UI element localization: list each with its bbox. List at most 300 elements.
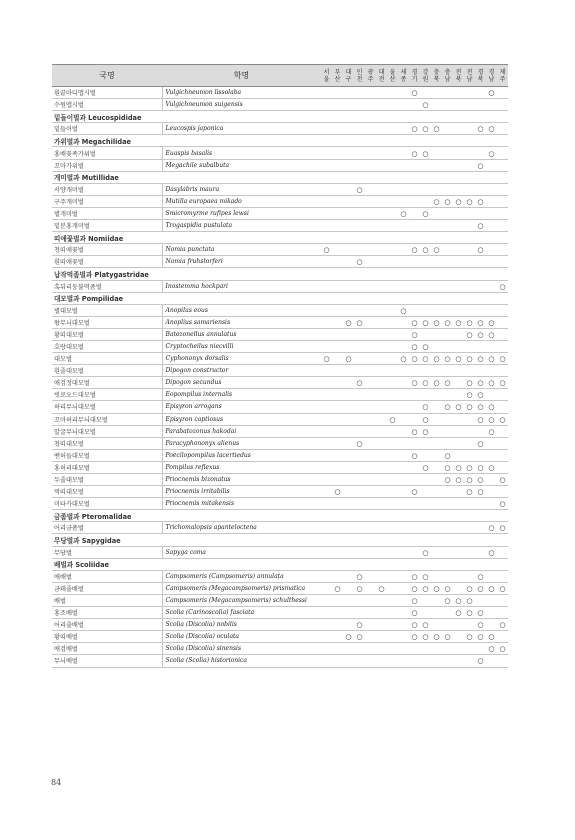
korean-name: 무당벌: [52, 546, 162, 558]
occurrence-mark: ○: [464, 316, 475, 328]
korean-name: 별대모벌: [52, 304, 162, 316]
region-cell: [343, 474, 354, 486]
region-cell: [332, 643, 343, 655]
occurrence-mark: ○: [475, 570, 486, 582]
region-cell: [387, 147, 398, 159]
region-cell: [321, 280, 332, 292]
occurrence-mark: ○: [321, 353, 332, 365]
species-row: [52, 123, 508, 135]
region-cell: [486, 183, 497, 195]
region-cell: [464, 522, 475, 534]
occurrence-mark: ○: [497, 353, 508, 365]
region-cell: [475, 99, 486, 111]
region-cell: [398, 147, 409, 159]
region-cell: [343, 280, 354, 292]
occurrence-mark: ○: [475, 353, 486, 365]
region-cell: [332, 207, 343, 219]
region-cell: [321, 377, 332, 389]
region-cell: [354, 425, 365, 437]
korean-name: 별개미벌: [52, 207, 162, 219]
korean-name: 서양개미벌: [52, 183, 162, 195]
region-cell: [376, 546, 387, 558]
region-cell: [420, 474, 431, 486]
korean-name: 대모벌: [52, 353, 162, 365]
scientific-name: Anoplius samariensis: [162, 316, 321, 328]
species-row: [52, 340, 508, 352]
region-cell: [442, 655, 453, 667]
region-cell: [376, 159, 387, 171]
species-row: [52, 183, 508, 195]
region-cell: [398, 280, 409, 292]
region-cell: [442, 546, 453, 558]
region-cell: [420, 365, 431, 377]
species-row: [52, 353, 508, 365]
family-label: 개미벌과 Mutillidae: [52, 171, 508, 183]
region-cell: [376, 304, 387, 316]
region-cell: [453, 425, 464, 437]
species-row: [52, 147, 508, 159]
region-cell: [354, 594, 365, 606]
region-cell: [398, 87, 409, 99]
region-cell: [332, 304, 343, 316]
occurrence-mark: ○: [442, 631, 453, 643]
region-cell: [453, 449, 464, 461]
region-cell: [464, 425, 475, 437]
scientific-name: Trichomalopsis apanteloctena: [162, 522, 321, 534]
region-cell: [343, 643, 354, 655]
region-cell: [343, 522, 354, 534]
occurrence-mark: ○: [420, 353, 431, 365]
region-cell: [387, 486, 398, 498]
region-cell: [464, 304, 475, 316]
region-cell: [420, 498, 431, 510]
region-cell: [497, 340, 508, 352]
family-label: 대모벌과 Pompilidae: [52, 292, 508, 304]
region-cell: [398, 123, 409, 135]
region-cell: [398, 389, 409, 401]
korean-name: 밑분홍개미벌: [52, 220, 162, 232]
region-cell: [442, 486, 453, 498]
region-cell: [431, 220, 442, 232]
region-cell: [387, 449, 398, 461]
korean-name: 어리줄배벌: [52, 619, 162, 631]
region-cell: [431, 522, 442, 534]
occurrence-mark: ○: [497, 377, 508, 389]
region-cell: [431, 643, 442, 655]
occurrence-mark: ○: [475, 328, 486, 340]
region-cell: [321, 340, 332, 352]
region-cell: [321, 546, 332, 558]
region-cell: [431, 498, 442, 510]
species-row: [52, 643, 508, 655]
region-cell: [354, 220, 365, 232]
header-region-15: 경남: [486, 65, 497, 87]
scientific-name: Megachile subalbuta: [162, 159, 321, 171]
region-cell: [409, 498, 420, 510]
region-cell: [497, 195, 508, 207]
region-cell: [453, 328, 464, 340]
occurrence-mark: ○: [409, 353, 420, 365]
region-cell: [332, 316, 343, 328]
occurrence-mark: ○: [409, 425, 420, 437]
region-cell: [431, 183, 442, 195]
region-cell: [332, 183, 343, 195]
region-cell: [387, 594, 398, 606]
occurrence-mark: ○: [464, 389, 475, 401]
region-cell: [321, 655, 332, 667]
region-cell: [376, 99, 387, 111]
region-cell: [387, 425, 398, 437]
scientific-name: Nomia fruhstorferi: [162, 256, 321, 268]
occurrence-mark: ○: [354, 316, 365, 328]
region-cell: [365, 316, 376, 328]
region-cell: [365, 304, 376, 316]
region-cell: [442, 99, 453, 111]
region-cell: [376, 655, 387, 667]
region-cell: [398, 220, 409, 232]
occurrence-mark: ○: [354, 183, 365, 195]
occurrence-mark: ○: [464, 328, 475, 340]
region-cell: [409, 474, 420, 486]
header-region-0: 서울: [321, 65, 332, 87]
korean-name: 애검정대모벌: [52, 377, 162, 389]
region-cell: [365, 99, 376, 111]
region-cell: [332, 244, 343, 256]
scientific-name: Vulgichneumon lissolaba: [162, 87, 321, 99]
occurrence-mark: ○: [464, 631, 475, 643]
occurrence-mark: ○: [398, 353, 409, 365]
scientific-name: Dipogon secundus: [162, 377, 321, 389]
region-cell: [387, 220, 398, 232]
region-cell: [431, 365, 442, 377]
region-cell: [486, 365, 497, 377]
region-cell: [321, 607, 332, 619]
region-cell: [453, 498, 464, 510]
region-cell: [453, 413, 464, 425]
region-cell: [387, 546, 398, 558]
region-cell: [464, 87, 475, 99]
region-cell: [464, 413, 475, 425]
region-cell: [321, 570, 332, 582]
region-cell: [343, 461, 354, 473]
region-cell: [365, 183, 376, 195]
occurrence-mark: ○: [475, 619, 486, 631]
region-cell: [420, 643, 431, 655]
region-cell: [398, 159, 409, 171]
korean-name: 흰줄대모벌: [52, 365, 162, 377]
region-cell: [354, 195, 365, 207]
occurrence-mark: ○: [409, 316, 420, 328]
occurrence-mark: ○: [431, 353, 442, 365]
korean-name: 수원맵시벌: [52, 99, 162, 111]
region-cell: [497, 147, 508, 159]
region-cell: [442, 522, 453, 534]
occurrence-mark: ○: [409, 328, 420, 340]
korean-name: 무늬배벌: [52, 655, 162, 667]
region-cell: [409, 183, 420, 195]
region-cell: [387, 244, 398, 256]
region-cell: [387, 195, 398, 207]
region-cell: [497, 437, 508, 449]
region-cell: [398, 631, 409, 643]
region-cell: [464, 183, 475, 195]
region-cell: [365, 474, 376, 486]
region-cell: [354, 546, 365, 558]
occurrence-mark: ○: [475, 655, 486, 667]
region-cell: [475, 365, 486, 377]
region-cell: [332, 437, 343, 449]
occurrence-mark: ○: [464, 582, 475, 594]
region-cell: [376, 256, 387, 268]
occurrence-mark: ○: [475, 461, 486, 473]
region-cell: [409, 389, 420, 401]
region-cell: [321, 486, 332, 498]
scientific-name: Episyron arrogans: [162, 401, 321, 413]
region-cell: [376, 123, 387, 135]
region-cell: [398, 328, 409, 340]
region-cell: [398, 582, 409, 594]
region-cell: [409, 195, 420, 207]
region-cell: [453, 643, 464, 655]
region-cell: [475, 546, 486, 558]
region-cell: [387, 631, 398, 643]
region-cell: [365, 570, 376, 582]
occurrence-mark: ○: [442, 474, 453, 486]
region-cell: [398, 594, 409, 606]
region-cell: [442, 207, 453, 219]
region-cell: [387, 159, 398, 171]
occurrence-mark: ○: [409, 123, 420, 135]
region-cell: [343, 401, 354, 413]
occurrence-mark: ○: [376, 582, 387, 594]
scientific-name: Priocnemis irritabilis: [162, 486, 321, 498]
region-cell: [431, 570, 442, 582]
occurrence-mark: ○: [475, 123, 486, 135]
scientific-name: Leucospis japonica: [162, 123, 321, 135]
region-cell: [343, 655, 354, 667]
occurrence-mark: ○: [420, 570, 431, 582]
region-cell: [409, 655, 420, 667]
region-cell: [332, 401, 343, 413]
region-cell: [398, 340, 409, 352]
occurrence-mark: ○: [475, 401, 486, 413]
occurrence-mark: ○: [453, 316, 464, 328]
occurrence-mark: ○: [475, 631, 486, 643]
species-row: [52, 304, 508, 316]
species-row: [52, 244, 508, 256]
region-cell: [354, 159, 365, 171]
korean-name: 먹띠대모벌: [52, 486, 162, 498]
species-row: [52, 401, 508, 413]
region-cell: [398, 99, 409, 111]
region-cell: [332, 280, 343, 292]
occurrence-mark: ○: [409, 244, 420, 256]
region-cell: [321, 99, 332, 111]
region-cell: [376, 449, 387, 461]
region-cell: [497, 401, 508, 413]
occurrence-mark: ○: [420, 147, 431, 159]
occurrence-mark: ○: [486, 87, 497, 99]
occurrence-mark: ○: [431, 195, 442, 207]
occurrence-mark: ○: [486, 147, 497, 159]
region-cell: [387, 607, 398, 619]
occurrence-mark: ○: [486, 377, 497, 389]
region-cell: [354, 449, 365, 461]
scientific-name: Inostemma hockpari: [162, 280, 321, 292]
species-row: [52, 413, 508, 425]
region-cell: [376, 522, 387, 534]
species-row: [52, 631, 508, 643]
region-cell: [486, 655, 497, 667]
species-row: [52, 328, 508, 340]
region-cell: [387, 87, 398, 99]
occurrence-mark: ○: [398, 207, 409, 219]
region-cell: [497, 123, 508, 135]
table-header-row: [52, 65, 508, 87]
region-cell: [321, 123, 332, 135]
region-cell: [431, 99, 442, 111]
species-row: [52, 619, 508, 631]
region-cell: [387, 340, 398, 352]
region-cell: [464, 123, 475, 135]
region-cell: [464, 99, 475, 111]
occurrence-mark: ○: [453, 594, 464, 606]
region-cell: [475, 449, 486, 461]
region-cell: [453, 619, 464, 631]
region-cell: [365, 353, 376, 365]
korean-name: 혹뒤리둥불먹좀벌: [52, 280, 162, 292]
region-cell: [420, 304, 431, 316]
region-cell: [409, 99, 420, 111]
scientific-name: Scolia (Scolia) historionica: [162, 655, 321, 667]
header-region-8: 경기: [409, 65, 420, 87]
occurrence-mark: ○: [497, 619, 508, 631]
scientific-name: Euaspis basalis: [162, 147, 321, 159]
region-cell: [486, 256, 497, 268]
korean-name: 애배벌: [52, 570, 162, 582]
header-scientific-name: 학명: [162, 65, 321, 87]
region-cell: [376, 643, 387, 655]
occurrence-mark: ○: [343, 316, 354, 328]
region-cell: [354, 401, 365, 413]
occurrence-mark: ○: [442, 582, 453, 594]
occurrence-mark: ○: [354, 377, 365, 389]
region-cell: [387, 655, 398, 667]
species-row: [52, 461, 508, 473]
occurrence-mark: ○: [420, 461, 431, 473]
region-cell: [343, 340, 354, 352]
region-cell: [365, 546, 376, 558]
region-cell: [442, 220, 453, 232]
region-cell: [321, 328, 332, 340]
occurrence-mark: ○: [464, 474, 475, 486]
region-cell: [420, 183, 431, 195]
region-cell: [409, 437, 420, 449]
region-cell: [332, 474, 343, 486]
species-row: [52, 486, 508, 498]
region-cell: [365, 328, 376, 340]
occurrence-mark: ○: [431, 123, 442, 135]
region-cell: [442, 183, 453, 195]
occurrence-mark: ○: [409, 619, 420, 631]
region-cell: [453, 546, 464, 558]
region-cell: [398, 643, 409, 655]
region-cell: [442, 619, 453, 631]
scientific-name: Poecilopompilus lacertiedus: [162, 449, 321, 461]
region-cell: [475, 207, 486, 219]
region-cell: [354, 643, 365, 655]
region-cell: [497, 304, 508, 316]
korean-name: 왕무늬대모벌: [52, 316, 162, 328]
species-row: [52, 365, 508, 377]
region-cell: [464, 280, 475, 292]
header-region-14: 경북: [475, 65, 486, 87]
region-cell: [442, 123, 453, 135]
family-label: 납작먹좀벌과 Platygastridae: [52, 268, 508, 280]
family-row: [52, 510, 508, 522]
region-cell: [321, 304, 332, 316]
region-cell: [332, 159, 343, 171]
region-cell: [376, 486, 387, 498]
region-cell: [486, 474, 497, 486]
region-cell: [387, 498, 398, 510]
region-cell: [464, 570, 475, 582]
region-cell: [376, 207, 387, 219]
region-cell: [387, 316, 398, 328]
scientific-name: Campsomeris (Campsomeris) annulata: [162, 570, 321, 582]
header-region-11: 충남: [442, 65, 453, 87]
occurrence-mark: ○: [464, 607, 475, 619]
occurrence-mark: ○: [486, 328, 497, 340]
occurrence-mark: ○: [475, 486, 486, 498]
occurrence-mark: ○: [453, 474, 464, 486]
occurrence-mark: ○: [475, 474, 486, 486]
region-cell: [321, 594, 332, 606]
region-cell: [376, 498, 387, 510]
region-cell: [321, 316, 332, 328]
region-cell: [475, 643, 486, 655]
region-cell: [365, 607, 376, 619]
korean-name: 황띠대모벌: [52, 328, 162, 340]
region-cell: [332, 655, 343, 667]
region-cell: [343, 87, 354, 99]
region-cell: [420, 389, 431, 401]
region-cell: [442, 244, 453, 256]
region-cell: [321, 147, 332, 159]
occurrence-mark: ○: [486, 353, 497, 365]
occurrence-mark: ○: [475, 389, 486, 401]
region-cell: [343, 486, 354, 498]
species-row: [52, 425, 508, 437]
region-cell: [343, 498, 354, 510]
region-cell: [464, 655, 475, 667]
region-cell: [398, 570, 409, 582]
region-cell: [497, 87, 508, 99]
region-cell: [475, 425, 486, 437]
region-cell: [332, 449, 343, 461]
region-cell: [398, 425, 409, 437]
region-cell: [343, 328, 354, 340]
region-cell: [409, 401, 420, 413]
region-cell: [387, 123, 398, 135]
region-cell: [376, 401, 387, 413]
region-cell: [343, 437, 354, 449]
header-region-12: 전북: [453, 65, 464, 87]
header-region-13: 전남: [464, 65, 475, 87]
occurrence-mark: ○: [431, 582, 442, 594]
region-cell: [332, 413, 343, 425]
region-cell: [354, 87, 365, 99]
